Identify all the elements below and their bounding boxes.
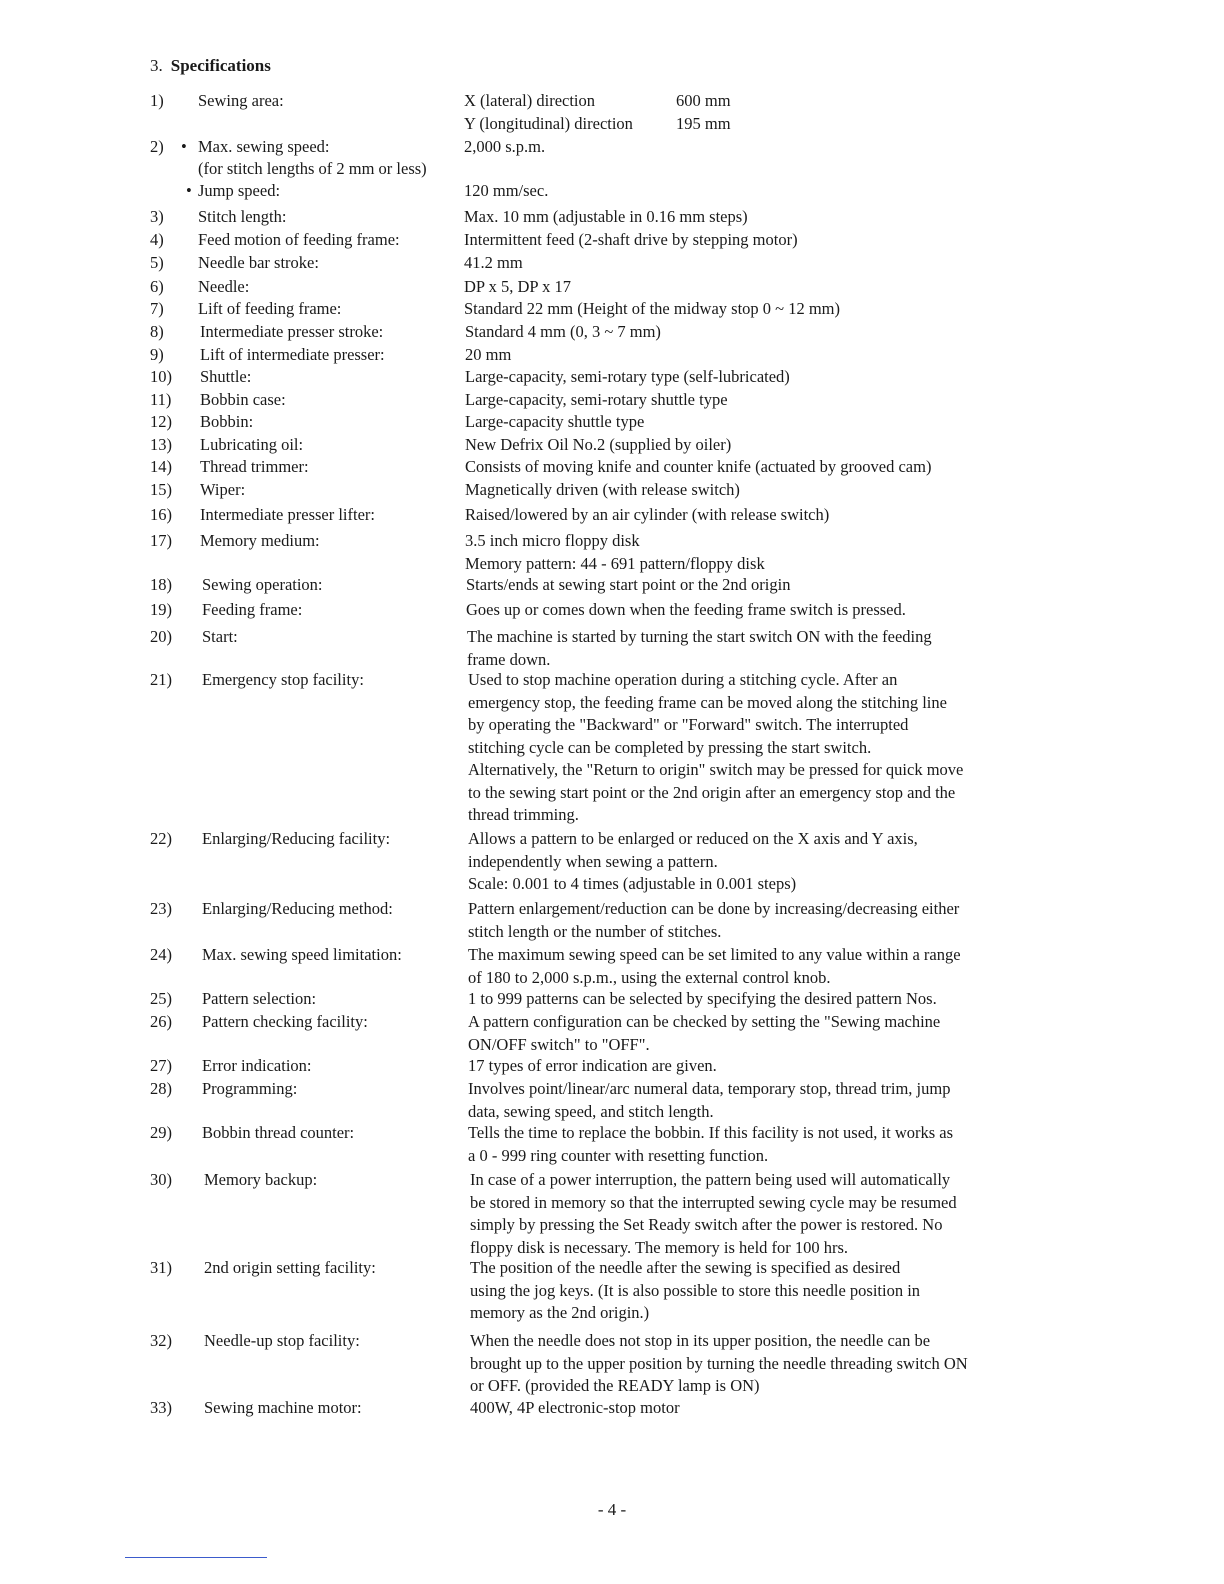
spec-value bbox=[465, 344, 1065, 367]
spec-label: Max. sewing speed: bbox=[198, 137, 330, 156]
spec-number: 29) bbox=[150, 1123, 172, 1142]
spec-label: Stitch length: bbox=[198, 207, 287, 226]
spec-number: 15) bbox=[150, 480, 172, 499]
spec-number: 12) bbox=[150, 412, 172, 431]
spec-value-line: 3.5 inch micro floppy disk bbox=[465, 531, 640, 550]
spec-number: 2) bbox=[150, 137, 164, 156]
spec-value bbox=[468, 1078, 1068, 1123]
spec-number: 30) bbox=[150, 1170, 172, 1189]
spec-value-line: In case of a power interruption, the pattern being used will automatically bbox=[470, 1170, 951, 1189]
spec-label: Lift of intermediate presser: bbox=[200, 345, 385, 364]
sewing-area-y bbox=[464, 113, 1064, 136]
spec-label: Programming: bbox=[202, 1079, 298, 1098]
spec-label: Pattern checking facility: bbox=[202, 1012, 368, 1031]
spec-value bbox=[465, 411, 1065, 434]
spec-value bbox=[468, 1055, 1068, 1078]
spec-value bbox=[468, 1122, 1068, 1167]
spec-value-line: Allows a pattern to be enlarged or reduced on the X axis and Y axis, bbox=[468, 829, 918, 848]
spec-value-line: Max. 10 mm (adjustable in 0.16 mm steps) bbox=[464, 207, 748, 226]
spec-value bbox=[468, 828, 1068, 896]
spec-value-line: data, sewing speed, and stitch length. bbox=[468, 1101, 714, 1121]
spec-value-line: Used to stop machine operation during a stitching cycle. After an bbox=[468, 670, 898, 689]
spec-number: 19) bbox=[150, 600, 172, 619]
spec-value bbox=[466, 574, 1066, 597]
spec-number: 18) bbox=[150, 575, 172, 594]
spec-value-line: stitching cycle can be completed by pressing the start switch. bbox=[468, 737, 872, 757]
spec-label: Emergency stop facility: bbox=[202, 670, 364, 689]
spec-value-line: ON/OFF switch" to "OFF". bbox=[468, 1034, 650, 1054]
spec-label: Lift of feeding frame: bbox=[198, 299, 342, 318]
spec-value-line: frame down. bbox=[467, 649, 551, 669]
spec-value-line: Large-capacity, semi-rotary shuttle type bbox=[465, 390, 728, 409]
spec-label: Intermediate presser lifter: bbox=[200, 505, 375, 524]
spec-number: 16) bbox=[150, 505, 172, 524]
spec-value-line: 1 to 999 patterns can be selected by specifying the desired pattern Nos. bbox=[468, 989, 937, 1008]
spec-number: 32) bbox=[150, 1331, 172, 1350]
x-value: 600 mm bbox=[676, 91, 731, 110]
spec-number: 6) bbox=[150, 277, 164, 296]
spec-note: (for stitch lengths of 2 mm or less) bbox=[198, 159, 427, 178]
spec-number: 14) bbox=[150, 457, 172, 476]
spec-label: Start: bbox=[202, 627, 238, 646]
spec-value-line: Tells the time to replace the bobbin. If this facility is not used, it works as bbox=[468, 1123, 954, 1142]
spec-value-line: Raised/lowered by an air cylinder (with release switch) bbox=[465, 505, 830, 524]
spec-value-line: The machine is started by turning the start switch ON with the feeding bbox=[467, 627, 932, 646]
spec-label: Thread trimmer: bbox=[200, 457, 309, 476]
spec-value-line: be stored in memory so that the interrupted sewing cycle may be resumed bbox=[470, 1192, 957, 1212]
spec-value-line: Large-capacity, semi-rotary type (self-lubricated) bbox=[465, 367, 790, 386]
spec-label: Bobbin: bbox=[200, 412, 254, 431]
spec-label: Memory medium: bbox=[200, 531, 320, 550]
spec-number: 33) bbox=[150, 1398, 172, 1417]
spec-value bbox=[468, 669, 1068, 827]
spec-number: 8) bbox=[150, 322, 164, 341]
spec-value: 120 mm/sec. bbox=[464, 181, 549, 200]
spec-value bbox=[464, 298, 1064, 321]
spec-number: 9) bbox=[150, 345, 164, 364]
spec-number: 23) bbox=[150, 899, 172, 918]
spec-value-line: a 0 - 999 ring counter with resetting function. bbox=[468, 1145, 769, 1165]
spec-label: Needle bar stroke: bbox=[198, 253, 319, 272]
spec-number: 27) bbox=[150, 1056, 172, 1075]
spec-value-line: emergency stop, the feeding frame can be moved along the stitching line bbox=[468, 692, 947, 712]
spec-value-line: Scale: 0.001 to 4 times (adjustable in 0.001 steps) bbox=[468, 874, 797, 893]
y-value: 195 mm bbox=[676, 113, 731, 133]
spec-value bbox=[468, 944, 1068, 989]
spec-number: 20) bbox=[150, 627, 172, 646]
spec-value bbox=[465, 504, 1065, 527]
spec-value-line: Goes up or comes down when the feeding frame switch is pressed. bbox=[466, 600, 906, 619]
spec-label: Sewing operation: bbox=[202, 575, 323, 594]
spec-number: 28) bbox=[150, 1079, 172, 1098]
spec-value-line: Involves point/linear/arc numeral data, temporary stop, thread trim, jump bbox=[468, 1079, 951, 1098]
y-label: Y (longitudinal) direction bbox=[464, 113, 633, 133]
spec-label: Wiper: bbox=[200, 480, 246, 499]
spec-value bbox=[464, 276, 1064, 299]
spec-value-line: 20 mm bbox=[465, 345, 512, 364]
spec-number: 24) bbox=[150, 945, 172, 964]
spec-number: 21) bbox=[150, 670, 172, 689]
spec-value-line: brought up to the upper position by turning the needle threading switch ON bbox=[470, 1353, 968, 1373]
spec-value bbox=[465, 321, 1065, 344]
section-title bbox=[150, 56, 271, 76]
spec-number: 11) bbox=[150, 390, 172, 409]
spec-number: 31) bbox=[150, 1258, 172, 1277]
spec-value-line: New Defrix Oil No.2 (supplied by oiler) bbox=[465, 435, 732, 454]
spec-value bbox=[465, 434, 1065, 457]
spec-value-line: 17 types of error indication are given. bbox=[468, 1056, 717, 1075]
spec-value bbox=[470, 1397, 1070, 1420]
spec-label: Lubricating oil: bbox=[200, 435, 304, 454]
spec-value bbox=[467, 626, 1067, 671]
spec-value-line: by operating the "Backward" or "Forward" switch. The interrupted bbox=[468, 715, 909, 734]
spec-value bbox=[465, 479, 1065, 502]
spec-value-line: or OFF. (provided the READY lamp is ON) bbox=[470, 1376, 760, 1395]
spec-value-line: The position of the needle after the sewing is specified as desired bbox=[470, 1258, 901, 1277]
spec-label: Intermediate presser stroke: bbox=[200, 322, 384, 341]
spec-value-line: thread trimming. bbox=[468, 805, 579, 824]
spec-value-line: When the needle does not stop in its upper position, the needle can be bbox=[470, 1331, 931, 1350]
spec-value bbox=[468, 988, 1068, 1011]
bullet-icon: • bbox=[186, 181, 192, 200]
spec-value bbox=[465, 456, 1065, 479]
spec-value bbox=[464, 206, 1064, 229]
spec-value bbox=[464, 229, 1064, 252]
spec-value-line: using the jog keys. (It is also possible to store this needle position in bbox=[470, 1280, 921, 1300]
spec-label: Shuttle: bbox=[200, 367, 252, 386]
spec-number: 4) bbox=[150, 230, 164, 249]
spec-label: Enlarging/Reducing method: bbox=[202, 899, 393, 918]
spec-label: Feeding frame: bbox=[202, 600, 303, 619]
spec-value bbox=[464, 252, 1064, 275]
spec-number: 3) bbox=[150, 207, 164, 226]
spec-value bbox=[464, 90, 1064, 135]
spec-label: Enlarging/Reducing facility: bbox=[202, 829, 391, 848]
spec-label: 2nd origin setting facility: bbox=[204, 1258, 376, 1277]
spec-label: Error indication: bbox=[202, 1056, 312, 1075]
spec-label: Memory backup: bbox=[204, 1170, 318, 1189]
spec-number: 17) bbox=[150, 531, 172, 550]
spec-value-line: A pattern configuration can be checked by setting the "Sewing machine bbox=[468, 1012, 941, 1031]
spec-value-line: Consists of moving knife and counter knife (actuated by grooved cam) bbox=[465, 457, 932, 476]
section-number: 3. bbox=[150, 56, 163, 75]
spec-value bbox=[465, 389, 1065, 412]
section-title-text: Specifications bbox=[170, 56, 271, 75]
spec-label: Needle-up stop facility: bbox=[204, 1331, 360, 1350]
spec-value-line: Large-capacity shuttle type bbox=[465, 412, 645, 431]
spec-value-line: of 180 to 2,000 s.p.m., using the external control knob. bbox=[468, 967, 831, 987]
spec-value-line: independently when sewing a pattern. bbox=[468, 851, 718, 871]
spec-value-line: Alternatively, the "Return to origin" switch may be pressed for quick move bbox=[468, 760, 964, 779]
spec-value-line: Standard 22 mm (Height of the midway stop 0 ~ 12 mm) bbox=[464, 299, 841, 318]
spec-value bbox=[468, 1011, 1068, 1056]
spec-value bbox=[470, 1330, 1070, 1398]
spec-value-line: Pattern enlargement/reduction can be done by increasing/decreasing either bbox=[468, 899, 960, 918]
spec-number: 26) bbox=[150, 1012, 172, 1031]
spec-label: Pattern selection: bbox=[202, 989, 317, 1008]
spec-label: Jump speed: bbox=[198, 181, 281, 200]
spec-label: Bobbin case: bbox=[200, 390, 286, 409]
spec-label: Needle: bbox=[198, 277, 250, 296]
sewing-area-x bbox=[464, 90, 1064, 113]
spec-value bbox=[466, 599, 1066, 622]
spec-value-line: to the sewing start point or the 2nd origin after an emergency stop and the bbox=[468, 782, 956, 802]
spec-value-line: stitch length or the number of stitches. bbox=[468, 921, 722, 941]
spec-label: Bobbin thread counter: bbox=[202, 1123, 355, 1142]
spec-label: Sewing machine motor: bbox=[204, 1398, 362, 1417]
x-label: X (lateral) direction bbox=[464, 91, 596, 110]
spec-value-line: simply by pressing the Set Ready switch after the power is restored. No bbox=[470, 1215, 943, 1234]
spec-label: Feed motion of feeding frame: bbox=[198, 230, 400, 249]
spec-value: 2,000 s.p.m. bbox=[464, 137, 546, 156]
spec-value-line: Intermittent feed (2-shaft drive by stepping motor) bbox=[464, 230, 798, 249]
spec-number: 25) bbox=[150, 989, 172, 1008]
spec-value bbox=[470, 1169, 1070, 1259]
spec-label: Max. sewing speed limitation: bbox=[202, 945, 402, 964]
spec-value-line: Standard 4 mm (0, 3 ~ 7 mm) bbox=[465, 322, 661, 341]
bullet-icon: • bbox=[181, 137, 187, 156]
spec-value-line: Magnetically driven (with release switch) bbox=[465, 480, 740, 499]
spec-value-line: 41.2 mm bbox=[464, 253, 523, 272]
spec-value-line: Memory pattern: 44 - 691 pattern/floppy disk bbox=[465, 553, 765, 573]
spec-value-line: 400W, 4P electronic-stop motor bbox=[470, 1398, 680, 1417]
spec-value-line: memory as the 2nd origin.) bbox=[470, 1303, 650, 1322]
spec-value-line: floppy disk is necessary. The memory is held for 100 hrs. bbox=[470, 1237, 849, 1257]
spec-number: 13) bbox=[150, 435, 172, 454]
spec-number: 7) bbox=[150, 299, 164, 318]
spec-number: 10) bbox=[150, 367, 172, 386]
spec-number: 1) bbox=[150, 91, 164, 110]
page-number: - 4 - bbox=[597, 1500, 627, 1519]
spec-value-line: Starts/ends at sewing start point or the 2nd origin bbox=[466, 575, 791, 594]
spec-value bbox=[465, 530, 1065, 575]
spec-value-line: The maximum sewing speed can be set limited to any value within a range bbox=[468, 945, 961, 964]
spec-value-line: DP x 5, DP x 17 bbox=[464, 277, 571, 296]
spec-number: 22) bbox=[150, 829, 172, 848]
footer-rule bbox=[125, 1557, 267, 1558]
spec-value bbox=[470, 1257, 1070, 1325]
spec-value bbox=[465, 366, 1065, 389]
spec-number: 5) bbox=[150, 253, 164, 272]
spec-value bbox=[468, 898, 1068, 943]
spec-label: Sewing area: bbox=[198, 91, 284, 110]
